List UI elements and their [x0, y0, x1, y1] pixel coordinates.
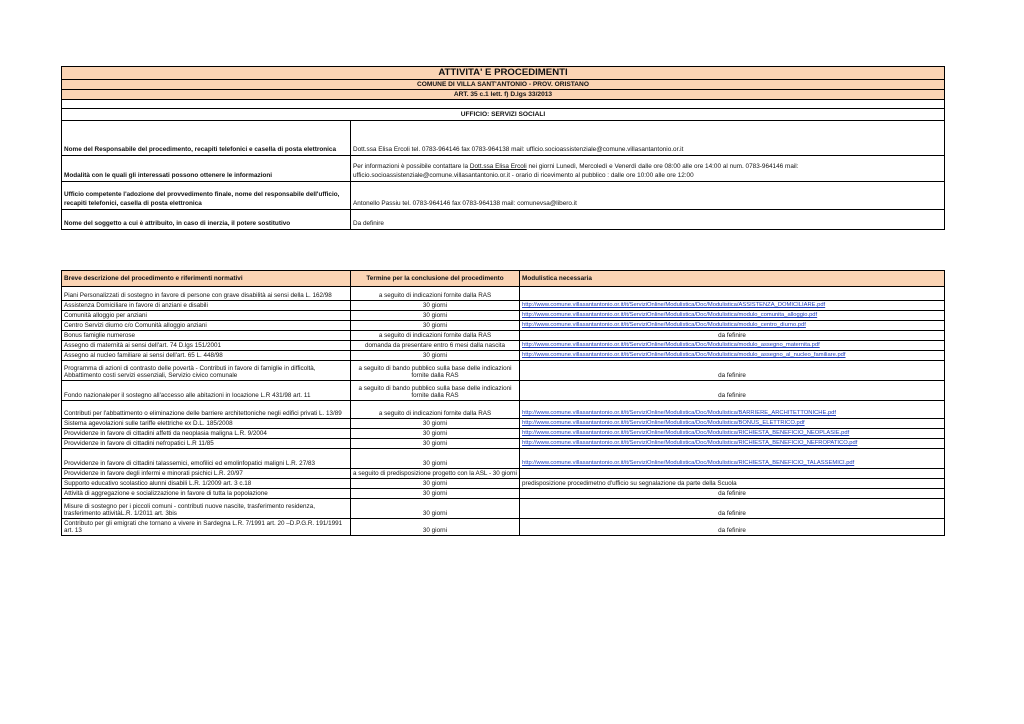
procedures-body: [62, 287, 945, 536]
procedure-forms: da fefinire: [520, 499, 945, 519]
table-row: [62, 519, 945, 536]
procedure-deadline: 30 giorni: [351, 479, 520, 489]
info-table: [61, 66, 945, 230]
procedure-deadline: a seguito di indicazioni fornite dalla RAS: [351, 287, 520, 301]
procedure-forms: da fefinire: [520, 519, 945, 536]
responsabile-value: Dott.ssa Elisa Ercoli tel. 0783-964146 fax 0783-964138 mail: ufficio.socioassistenziale@comune.villasantantonio.or.it: [351, 121, 945, 156]
modalita-text-post: nei giorni Lunedì, Mercoledì e Venerdì dalle ore 08:00 alle ore 14:00 al num. 0783-964146 mail:: [526, 163, 799, 170]
article-row: [62, 90, 945, 100]
procedure-forms: da fefinire: [520, 331, 945, 341]
responsabile-row: [62, 121, 945, 156]
modalita-row: [62, 156, 945, 182]
procedure-description: Contributo per gli emigrati che tornano a vivere in Sardegna L.R. 7/1991 art. 20 –D.P.G.R. 191/1991 art. 13: [62, 519, 351, 536]
ufficio-value: Antonello Passiu tel. 0783-964146 fax 0783-964138 mail: comunevsa@libero.it: [351, 182, 945, 210]
procedure-forms: da fefinire: [520, 361, 945, 381]
procedure-forms: [520, 301, 945, 311]
procedure-deadline: 30 giorni: [351, 311, 520, 321]
procedure-forms: [520, 429, 945, 439]
procedure-forms: [520, 439, 945, 449]
procedure-deadline: a seguito di bando pubblico sulla base delle indicazioni fornite dalla RAS: [351, 361, 520, 381]
procedure-forms: [520, 321, 945, 331]
procedure-deadline: 30 giorni: [351, 449, 520, 469]
table-row: [62, 381, 945, 401]
procedure-description: Supporto educativo scolastico alunni disabili L.R. 1/2009 art. 3 c.18: [62, 479, 351, 489]
table-row: [62, 361, 945, 381]
modalita-text-pre: Per informazioni è possibile contattare la: [353, 163, 470, 170]
procedure-forms: [520, 341, 945, 351]
form-download-link[interactable]: http://www.comune.villasantantonio.or.it/it/ServiziOnline/Modulistica/Doc/Modulistica/BONUS_ELETTRICO.pdf: [522, 420, 805, 427]
procedure-deadline: a seguito di predisposizione progetto con la ASL - 30 giorni: [351, 469, 520, 479]
modalita-value: [351, 156, 945, 182]
procedure-deadline: 30 giorni: [351, 321, 520, 331]
sostituto-row: [62, 210, 945, 230]
article-ref: ART. 35 c.1 lett. f) D.lgs 33/2013: [62, 90, 945, 100]
sostituto-label: Nome del soggetto a cui è attribuito, in caso di inerzia, il potere sostitutivo: [62, 210, 351, 230]
procedure-description: Fondo nazionaleper il sostegno all'accesso alle abitazioni in locazione L.R 431/98 art. 11: [62, 381, 351, 401]
table-row: [62, 499, 945, 519]
responsabile-label: Nome del Responsabile del procedimento, recapiti telefonici e casella di posta elettronica: [62, 121, 351, 156]
ufficio-row: [62, 182, 945, 210]
procedure-description: Programma di azioni di contrasto delle povertà - Contributi in favore di famiglie in difficoltà, Abbattimento costi servizi essenziali, Servizio civico comunale: [62, 361, 351, 381]
table-row: [62, 331, 945, 341]
table-row: [62, 429, 945, 439]
procedure-description: Assegno al nucleo familiare ai sensi dell'art. 65 L. 448/98: [62, 351, 351, 361]
procedure-description: Centro Servizi diurno c/o Comunità alloggio anziani: [62, 321, 351, 331]
procedure-forms: [520, 449, 945, 469]
procedure-deadline: a seguito di indicazioni fornite dalla RAS: [351, 401, 520, 419]
table-row: [62, 287, 945, 301]
procedure-deadline: a seguito di indicazioni fornite dalla RAS: [351, 331, 520, 341]
comune-row: [62, 80, 945, 90]
procedure-deadline: domanda da presentare entro 6 mesi dalla nascita: [351, 341, 520, 351]
procedure-description: Assistenza Domiciliare in favore di anziani e disabili: [62, 301, 351, 311]
procedure-description: Bonus famiglie numerose: [62, 331, 351, 341]
ufficio-label-line1: Ufficio competente l'adozione del provvedimento finale, nome del responsabile dell'ufficio,: [64, 191, 340, 198]
table-row: [62, 489, 945, 499]
form-download-link[interactable]: http://www.comune.villasantantonio.or.it/it/ServiziOnline/Modulistica/Doc/Modulistica/modulo_assegno_maternita.pdf: [522, 342, 820, 349]
procedure-forms: da fefinire: [520, 381, 945, 401]
table-row: [62, 321, 945, 331]
procedure-description: Provvidenze in favore di cittadini talassemici, emofilici ed emolinfopatici maligni L.R. 27/83: [62, 449, 351, 469]
procedure-description: Misure di sostegno per i piccoli comuni - contributi nuove nascite, trasferimento residenza, trasferimento attivitàL.R. 1/2011 art. 3bis: [62, 499, 351, 519]
table-row: [62, 351, 945, 361]
modalita-contact-name: Dott.ssa Elisa Ercoli: [469, 163, 527, 170]
form-download-link[interactable]: http://www.comune.villasantantonio.or.it/it/ServiziOnline/Modulistica/Doc/Modulistica/RICHIESTA_BENEFICIO_TALASSEMICI.pdf: [522, 460, 855, 467]
procedure-deadline: 30 giorni: [351, 489, 520, 499]
office-row: [62, 109, 945, 121]
table-row: [62, 341, 945, 351]
table-row: [62, 449, 945, 469]
procedure-description: Assegno di maternità ai sensi dell'art. 74 D.lgs 151/2001: [62, 341, 351, 351]
procedure-deadline: 30 giorni: [351, 301, 520, 311]
procedure-deadline: 30 giorni: [351, 519, 520, 536]
modalita-label: Modalità con le quali gli interessati possono ottenere le informazioni: [62, 156, 351, 182]
procedure-forms: predisposizione procedimetno d'ufficio su segnalazione da parte della Scuola: [520, 479, 945, 489]
comune-name: COMUNE DI VILLA SANT'ANTONIO - PROV. ORISTANO: [62, 80, 945, 90]
table-row: [62, 311, 945, 321]
procedure-forms: [520, 401, 945, 419]
procedure-description: Provvidenze in favore di cittadini affetti da neoplasia maligna L.R. 9/2004: [62, 429, 351, 439]
procedure-description: Sistema agevolazioni sulle tariffe elettriche ex D.L. 185/2008: [62, 419, 351, 429]
procedure-forms: da fefinire: [520, 489, 945, 499]
procedure-deadline: 30 giorni: [351, 429, 520, 439]
page-title: ATTIVITA' E PROCEDIMENTI: [62, 67, 945, 80]
procedure-description: Provvidenze in favore degli infermi e minorati psichici L.R. 20/97: [62, 469, 351, 479]
ufficio-label-line2: recapiti telefonici, casella di posta elettronica: [64, 200, 202, 207]
column-header-description: Breve descrizione del procedimento e riferimenti normativi: [62, 271, 351, 287]
table-row: [62, 469, 945, 479]
procedure-deadline: 30 giorni: [351, 351, 520, 361]
form-download-link[interactable]: http://www.comune.villasantantonio.or.it/it/ServiziOnline/Modulistica/Doc/Modulistica/RICHIESTA_BENEFICIO_NEFROPATICO.pdf: [522, 440, 858, 447]
procedure-deadline: a seguito di bando pubblico sulla base delle indicazioni fornite dalla RAS: [351, 381, 520, 401]
procedures-table: [61, 270, 945, 536]
table-row: [62, 439, 945, 449]
table-row: [62, 301, 945, 311]
procedure-forms: [520, 287, 945, 301]
procedure-description: Piani Personalizzati di sostegno in favore di persone con grave disabilità ai sensi della L. 162/98: [62, 287, 351, 301]
sostituto-value: Da definire: [351, 210, 945, 230]
modalita-text-line2: ufficio.socioassistenziale@comune.villasantantonio.or.it - orario di ricevimento al pubblico : dalle ore 10:00 alle ore 12:00: [353, 172, 694, 179]
table-row: [62, 479, 945, 489]
ufficio-label: [62, 182, 351, 210]
form-download-link[interactable]: http://www.comune.villasantantonio.or.it/it/ServiziOnline/Modulistica/Doc/Modulistica/RICHIESTA_BENEFICIO_NEOPLASIE.pdf: [522, 430, 850, 437]
procedure-forms: [520, 311, 945, 321]
procedure-forms: [520, 419, 945, 429]
procedure-deadline: 30 giorni: [351, 419, 520, 429]
office-name: UFFICIO: SERVIZI SOCIALI: [62, 109, 945, 121]
title-row: [62, 67, 945, 80]
procedure-forms: [520, 351, 945, 361]
column-header-forms: Modulistica necessaria: [520, 271, 945, 287]
procedure-description: Comunità alloggio per anziani: [62, 311, 351, 321]
spacer-row: [62, 100, 945, 109]
form-download-link[interactable]: http://www.comune.villasantantonio.or.it/it/ServiziOnline/Modulistica/Doc/Modulistica/ASSISTENZA_DOMICILIARE.pdf: [522, 302, 826, 309]
procedure-description: Contributi per l'abbattimento o eliminazione delle barriere architettoniche negli edifici privati L. 13/89: [62, 401, 351, 419]
table-row: [62, 401, 945, 419]
procedure-forms: [520, 469, 945, 479]
procedure-deadline: 30 giorni: [351, 499, 520, 519]
form-download-link[interactable]: http://www.comune.villasantantonio.or.it/it/ServiziOnline/Modulistica/Doc/Modulistica/modulo_centro_diurno.pdf: [522, 322, 806, 329]
form-download-link[interactable]: http://www.comune.villasantantonio.or.it/it/ServiziOnline/Modulistica/Doc/Modulistica/modulo_comunita_alloggio.pdf: [522, 312, 818, 319]
procedure-deadline: 30 giorni: [351, 439, 520, 449]
table-row: [62, 419, 945, 429]
form-download-link[interactable]: http://www.comune.villasantantonio.or.it/it/ServiziOnline/Modulistica/Doc/Modulistica/BARRIERE_ARCHITETTONICHE.pdf: [522, 410, 837, 417]
column-header-deadline: Termine per la conclusione del procedimento: [351, 271, 520, 287]
procedure-description: Attività di aggregazione e socializzazione in favore di tutta la popolazione: [62, 489, 351, 499]
form-download-link[interactable]: http://www.comune.villasantantonio.or.it/it/ServiziOnline/Modulistica/Doc/Modulistica/modulo_assegno_al_nucleo_familiare.pdf: [522, 352, 846, 359]
procedures-header-row: [62, 271, 945, 287]
procedure-description: Provvidenze in favore di cittadini nefropatici L.R 11/85: [62, 439, 351, 449]
